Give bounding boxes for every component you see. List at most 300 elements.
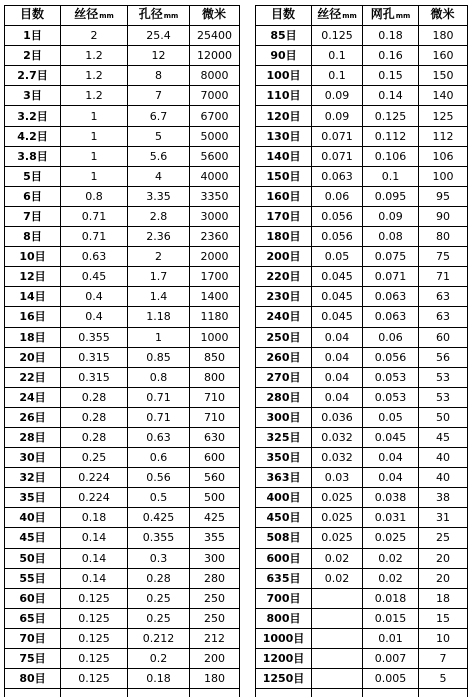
column-gap: [240, 26, 256, 46]
cell-mesh-r: 325目: [256, 427, 312, 447]
cell-mesh-r: 350目: [256, 448, 312, 468]
cell-aperture-l: 2: [128, 247, 190, 267]
table-row: [5, 347, 468, 367]
cell-wire-r: 0.071: [312, 126, 363, 146]
header-wire-diameter-left: 丝径mm: [61, 6, 128, 26]
cell-wire-r: 0.04: [312, 367, 363, 387]
cell-mesh-l: 3目: [5, 86, 61, 106]
cell-mesh-l: 6目: [5, 186, 61, 206]
cell-mesh-r: 450目: [256, 508, 312, 528]
cell-mesh-l: 28目: [5, 427, 61, 447]
column-gap: [240, 146, 256, 166]
cell-wire-l: 0.125: [61, 608, 128, 628]
cell-micron-r: 71: [419, 267, 468, 287]
cell-micron-l: 3350: [190, 186, 240, 206]
cell-mesh-l: 3.8目: [5, 146, 61, 166]
cell-micron-r: 5: [419, 669, 468, 689]
cell-aperture-r: 0.025: [363, 528, 419, 548]
cell-aperture-r: 0.15: [363, 66, 419, 86]
table-row: [5, 106, 468, 126]
column-gap: [240, 206, 256, 226]
cell-aperture-r: 0.075: [363, 247, 419, 267]
cell-mesh-l: 5目: [5, 166, 61, 186]
table-row: [5, 227, 468, 247]
table-row: [5, 649, 468, 669]
column-gap: [240, 347, 256, 367]
table-row: [5, 628, 468, 648]
cell-micron-r: 106: [419, 146, 468, 166]
cell-mesh-r: 120目: [256, 106, 312, 126]
cell-micron-l: 25400: [190, 26, 240, 46]
cell-wire-l: 0.28: [61, 427, 128, 447]
cell-aperture-l: 1.18: [128, 307, 190, 327]
cell-mesh-l: 8目: [5, 227, 61, 247]
cell-wire-r: 0.063: [312, 166, 363, 186]
table-row: [5, 608, 468, 628]
cell-mesh-r: 635目: [256, 568, 312, 588]
table-row: [5, 588, 468, 608]
header-mesh-left: 目数: [5, 6, 61, 26]
cell-micron-r: 18: [419, 588, 468, 608]
cell-aperture-l: 25.4: [128, 26, 190, 46]
cell-micron-l: 1000: [190, 327, 240, 347]
header-micron-left: 微米: [190, 6, 240, 26]
empty-cell: [128, 689, 190, 697]
cell-aperture-l: 4: [128, 166, 190, 186]
cell-mesh-l: 30目: [5, 448, 61, 468]
cell-wire-r: 0.1: [312, 46, 363, 66]
cell-micron-r: 53: [419, 367, 468, 387]
cell-aperture-r: 0.007: [363, 649, 419, 669]
cell-micron-r: 7: [419, 649, 468, 669]
cell-aperture-l: 0.5: [128, 488, 190, 508]
column-gap: [240, 649, 256, 669]
cell-aperture-r: 0.125: [363, 106, 419, 126]
cell-mesh-r: 200目: [256, 247, 312, 267]
cell-micron-l: 1180: [190, 307, 240, 327]
cell-micron-r: 50: [419, 407, 468, 427]
cell-aperture-l: 1.7: [128, 267, 190, 287]
column-gap: [240, 186, 256, 206]
cell-mesh-l: 3.2目: [5, 106, 61, 126]
cell-mesh-r: 90目: [256, 46, 312, 66]
cell-micron-r: 60: [419, 327, 468, 347]
cell-wire-l: 0.71: [61, 227, 128, 247]
column-gap: [240, 247, 256, 267]
cell-aperture-r: 0.112: [363, 126, 419, 146]
mesh-table-body: [5, 6, 468, 697]
cell-aperture-l: 7: [128, 86, 190, 106]
cell-wire-l: 0.18: [61, 508, 128, 528]
empty-cell: [190, 689, 240, 697]
cell-wire-l: 0.125: [61, 588, 128, 608]
cell-wire-r: [312, 628, 363, 648]
table-row: [5, 86, 468, 106]
cell-mesh-r: 1000目: [256, 628, 312, 648]
cell-mesh-l: 14目: [5, 287, 61, 307]
cell-aperture-r: 0.14: [363, 86, 419, 106]
cell-aperture-l: 2.8: [128, 206, 190, 226]
cell-aperture-l: 8: [128, 66, 190, 86]
empty-cell: [363, 689, 419, 697]
cell-aperture-r: 0.02: [363, 568, 419, 588]
cell-wire-l: 0.63: [61, 247, 128, 267]
cell-aperture-r: 0.04: [363, 448, 419, 468]
cell-mesh-r: 220目: [256, 267, 312, 287]
cell-mesh-r: 160目: [256, 186, 312, 206]
cell-wire-l: 0.125: [61, 649, 128, 669]
cell-wire-r: 0.06: [312, 186, 363, 206]
cell-aperture-l: 0.2: [128, 649, 190, 669]
cell-aperture-r: 0.005: [363, 669, 419, 689]
cell-mesh-l: 26目: [5, 407, 61, 427]
cell-wire-l: 0.4: [61, 307, 128, 327]
cell-wire-l: 0.28: [61, 387, 128, 407]
cell-aperture-r: 0.1: [363, 166, 419, 186]
cell-mesh-l: 10目: [5, 247, 61, 267]
cell-mesh-r: 1250目: [256, 669, 312, 689]
header-aperture-right: 网孔mm: [363, 6, 419, 26]
table-row: [5, 267, 468, 287]
cell-micron-r: 56: [419, 347, 468, 367]
table-row: [5, 669, 468, 689]
cell-wire-r: 0.03: [312, 468, 363, 488]
table-row: [5, 166, 468, 186]
column-gap: [240, 407, 256, 427]
table-row: [5, 206, 468, 226]
cell-wire-l: 1: [61, 106, 128, 126]
cell-wire-l: 0.315: [61, 367, 128, 387]
cell-aperture-r: 0.095: [363, 186, 419, 206]
table-row: [5, 548, 468, 568]
cell-micron-r: 25: [419, 528, 468, 548]
cell-wire-r: 0.045: [312, 267, 363, 287]
cell-wire-r: 0.04: [312, 327, 363, 347]
cell-mesh-l: 20目: [5, 347, 61, 367]
cell-micron-r: 20: [419, 548, 468, 568]
cell-aperture-l: 5: [128, 126, 190, 146]
column-gap: [240, 588, 256, 608]
cell-mesh-r: 363目: [256, 468, 312, 488]
cell-aperture-r: 0.16: [363, 46, 419, 66]
cell-aperture-l: 0.18: [128, 669, 190, 689]
cell-wire-r: 0.125: [312, 26, 363, 46]
column-gap: [240, 628, 256, 648]
cell-mesh-r: 300目: [256, 407, 312, 427]
cell-wire-r: 0.1: [312, 66, 363, 86]
cell-micron-l: 500: [190, 488, 240, 508]
cell-mesh-l: 16目: [5, 307, 61, 327]
cell-micron-r: 40: [419, 468, 468, 488]
header-aperture-left: 孔径mm: [128, 6, 190, 26]
empty-cell: [256, 689, 312, 697]
cell-aperture-l: 1.4: [128, 287, 190, 307]
column-gap: [240, 66, 256, 86]
cell-aperture-r: 0.01: [363, 628, 419, 648]
table-row: [5, 528, 468, 548]
table-row: [5, 126, 468, 146]
cell-aperture-l: 0.8: [128, 367, 190, 387]
cell-micron-l: 1400: [190, 287, 240, 307]
cell-wire-l: 0.45: [61, 267, 128, 287]
cell-micron-l: 8000: [190, 66, 240, 86]
cell-wire-l: 0.125: [61, 628, 128, 648]
column-gap: [240, 608, 256, 628]
cell-mesh-l: 40目: [5, 508, 61, 528]
cell-mesh-r: 140目: [256, 146, 312, 166]
column-gap: [240, 166, 256, 186]
cell-aperture-r: 0.063: [363, 287, 419, 307]
cell-aperture-l: 0.85: [128, 347, 190, 367]
cell-mesh-l: 4.2目: [5, 126, 61, 146]
mesh-size-sheet: [4, 5, 467, 602]
cell-mesh-l: 55目: [5, 568, 61, 588]
cell-mesh-l: 18目: [5, 327, 61, 347]
cell-micron-l: 850: [190, 347, 240, 367]
cell-wire-l: 0.8: [61, 186, 128, 206]
cell-mesh-l: 70目: [5, 628, 61, 648]
cell-micron-r: 75: [419, 247, 468, 267]
table-row: [5, 46, 468, 66]
cell-wire-r: 0.025: [312, 528, 363, 548]
cell-micron-r: 53: [419, 387, 468, 407]
cell-mesh-l: 32目: [5, 468, 61, 488]
table-row: [5, 448, 468, 468]
cell-wire-r: 0.032: [312, 448, 363, 468]
cell-mesh-l: 50目: [5, 548, 61, 568]
cell-wire-l: 1: [61, 126, 128, 146]
cell-aperture-r: 0.106: [363, 146, 419, 166]
cell-aperture-l: 0.6: [128, 448, 190, 468]
cell-micron-r: 90: [419, 206, 468, 226]
cell-mesh-r: 600目: [256, 548, 312, 568]
cell-mesh-l: 7目: [5, 206, 61, 226]
empty-cell: [419, 689, 468, 697]
table-row: [5, 367, 468, 387]
header-wire-diameter-right: 丝径mm: [312, 6, 363, 26]
column-gap: [240, 267, 256, 287]
cell-mesh-r: 508目: [256, 528, 312, 548]
cell-micron-l: 300: [190, 548, 240, 568]
column-gap: [240, 367, 256, 387]
cell-wire-r: 0.05: [312, 247, 363, 267]
column-gap: [240, 86, 256, 106]
cell-mesh-r: 230目: [256, 287, 312, 307]
cell-micron-l: 200: [190, 649, 240, 669]
cell-micron-l: 560: [190, 468, 240, 488]
table-row: [5, 407, 468, 427]
cell-micron-r: 40: [419, 448, 468, 468]
cell-aperture-r: 0.053: [363, 367, 419, 387]
cell-micron-r: 38: [419, 488, 468, 508]
cell-wire-r: [312, 608, 363, 628]
cell-wire-l: 0.25: [61, 448, 128, 468]
cell-aperture-r: 0.06: [363, 327, 419, 347]
cell-micron-l: 180: [190, 669, 240, 689]
cell-mesh-r: 270目: [256, 367, 312, 387]
cell-mesh-l: 24目: [5, 387, 61, 407]
cell-mesh-l: 12目: [5, 267, 61, 287]
cell-micron-l: 355: [190, 528, 240, 548]
cell-wire-l: 0.4: [61, 287, 128, 307]
cell-micron-l: 710: [190, 407, 240, 427]
cell-aperture-r: 0.04: [363, 468, 419, 488]
cell-aperture-r: 0.071: [363, 267, 419, 287]
cell-micron-l: 12000: [190, 46, 240, 66]
cell-wire-l: 0.224: [61, 468, 128, 488]
cell-micron-r: 10: [419, 628, 468, 648]
cell-wire-l: 0.125: [61, 669, 128, 689]
cell-wire-l: 0.28: [61, 407, 128, 427]
column-gap: [240, 6, 256, 26]
cell-micron-l: 2000: [190, 247, 240, 267]
empty-cell: [312, 689, 363, 697]
cell-aperture-l: 3.35: [128, 186, 190, 206]
cell-mesh-l: 2.7目: [5, 66, 61, 86]
cell-wire-r: 0.04: [312, 347, 363, 367]
column-gap: [240, 427, 256, 447]
cell-mesh-l: 75目: [5, 649, 61, 669]
cell-aperture-l: 0.355: [128, 528, 190, 548]
cell-mesh-r: 250目: [256, 327, 312, 347]
cell-micron-l: 5600: [190, 146, 240, 166]
cell-mesh-r: 700目: [256, 588, 312, 608]
cell-mesh-l: 1目: [5, 26, 61, 46]
table-row: [5, 247, 468, 267]
cell-micron-l: 3000: [190, 206, 240, 226]
cell-aperture-r: 0.031: [363, 508, 419, 528]
cell-micron-l: 2360: [190, 227, 240, 247]
column-gap: [240, 689, 256, 697]
cell-mesh-r: 180目: [256, 227, 312, 247]
column-gap: [240, 307, 256, 327]
cell-mesh-r: 280目: [256, 387, 312, 407]
column-gap: [240, 448, 256, 468]
cell-mesh-r: 100目: [256, 66, 312, 86]
cell-mesh-r: 800目: [256, 608, 312, 628]
column-gap: [240, 508, 256, 528]
cell-wire-l: 2: [61, 26, 128, 46]
cell-micron-l: 6700: [190, 106, 240, 126]
cell-wire-r: 0.02: [312, 568, 363, 588]
cell-micron-r: 80: [419, 227, 468, 247]
empty-cell: [61, 689, 128, 697]
cell-wire-l: 1.2: [61, 66, 128, 86]
cell-mesh-r: 150目: [256, 166, 312, 186]
cell-wire-l: 1: [61, 146, 128, 166]
cell-wire-l: 1.2: [61, 86, 128, 106]
cell-aperture-r: 0.02: [363, 548, 419, 568]
column-gap: [240, 227, 256, 247]
cell-mesh-r: 260目: [256, 347, 312, 367]
table-row: [5, 186, 468, 206]
header-micron-right: 微米: [419, 6, 468, 26]
cell-wire-l: 0.224: [61, 488, 128, 508]
header-row: [5, 6, 468, 26]
mesh-size-table: [4, 5, 468, 697]
cell-micron-r: 20: [419, 568, 468, 588]
cell-micron-l: 800: [190, 367, 240, 387]
table-row: [5, 307, 468, 327]
cell-wire-r: [312, 669, 363, 689]
cell-mesh-l: 80目: [5, 669, 61, 689]
cell-micron-r: 140: [419, 86, 468, 106]
cell-wire-r: 0.02: [312, 548, 363, 568]
cell-wire-l: 0.14: [61, 548, 128, 568]
cell-micron-r: 180: [419, 26, 468, 46]
cell-mesh-r: 240目: [256, 307, 312, 327]
cell-micron-l: 7000: [190, 86, 240, 106]
cell-aperture-l: 0.71: [128, 387, 190, 407]
cell-aperture-r: 0.038: [363, 488, 419, 508]
cell-mesh-r: 170目: [256, 206, 312, 226]
cell-wire-r: 0.025: [312, 488, 363, 508]
cell-micron-l: 212: [190, 628, 240, 648]
empty-cell: [5, 689, 61, 697]
cell-micron-r: 63: [419, 287, 468, 307]
cell-mesh-l: 65目: [5, 608, 61, 628]
cell-wire-l: 0.71: [61, 206, 128, 226]
cell-aperture-r: 0.18: [363, 26, 419, 46]
cell-micron-l: 5000: [190, 126, 240, 146]
cell-micron-r: 63: [419, 307, 468, 327]
cell-aperture-r: 0.05: [363, 407, 419, 427]
cell-micron-r: 160: [419, 46, 468, 66]
cell-micron-r: 125: [419, 106, 468, 126]
cell-mesh-l: 35目: [5, 488, 61, 508]
cell-mesh-r: 130目: [256, 126, 312, 146]
cell-mesh-r: 110目: [256, 86, 312, 106]
cell-aperture-l: 0.212: [128, 628, 190, 648]
cell-aperture-l: 0.28: [128, 568, 190, 588]
cell-aperture-l: 0.63: [128, 427, 190, 447]
cell-wire-r: 0.056: [312, 227, 363, 247]
cell-aperture-l: 0.425: [128, 508, 190, 528]
column-gap: [240, 468, 256, 488]
cell-aperture-l: 2.36: [128, 227, 190, 247]
table-row: [5, 26, 468, 46]
cell-wire-r: 0.032: [312, 427, 363, 447]
cell-wire-l: 1: [61, 166, 128, 186]
cell-micron-r: 45: [419, 427, 468, 447]
cell-aperture-r: 0.018: [363, 588, 419, 608]
column-gap: [240, 548, 256, 568]
column-gap: [240, 528, 256, 548]
cell-mesh-l: 60目: [5, 588, 61, 608]
column-gap: [240, 669, 256, 689]
column-gap: [240, 46, 256, 66]
cell-mesh-r: 85目: [256, 26, 312, 46]
cell-wire-l: 0.355: [61, 327, 128, 347]
cell-wire-r: [312, 588, 363, 608]
table-row: [5, 387, 468, 407]
cell-aperture-r: 0.09: [363, 206, 419, 226]
cell-micron-r: 95: [419, 186, 468, 206]
cell-micron-r: 150: [419, 66, 468, 86]
cell-aperture-l: 1: [128, 327, 190, 347]
cell-micron-l: 425: [190, 508, 240, 528]
table-row: [5, 66, 468, 86]
cell-micron-l: 710: [190, 387, 240, 407]
cell-wire-r: 0.09: [312, 106, 363, 126]
cell-aperture-l: 0.71: [128, 407, 190, 427]
table-row: [5, 146, 468, 166]
cell-micron-l: 250: [190, 608, 240, 628]
cell-micron-l: 250: [190, 588, 240, 608]
cell-mesh-r: 400目: [256, 488, 312, 508]
cell-wire-r: 0.045: [312, 307, 363, 327]
cell-wire-r: 0.056: [312, 206, 363, 226]
